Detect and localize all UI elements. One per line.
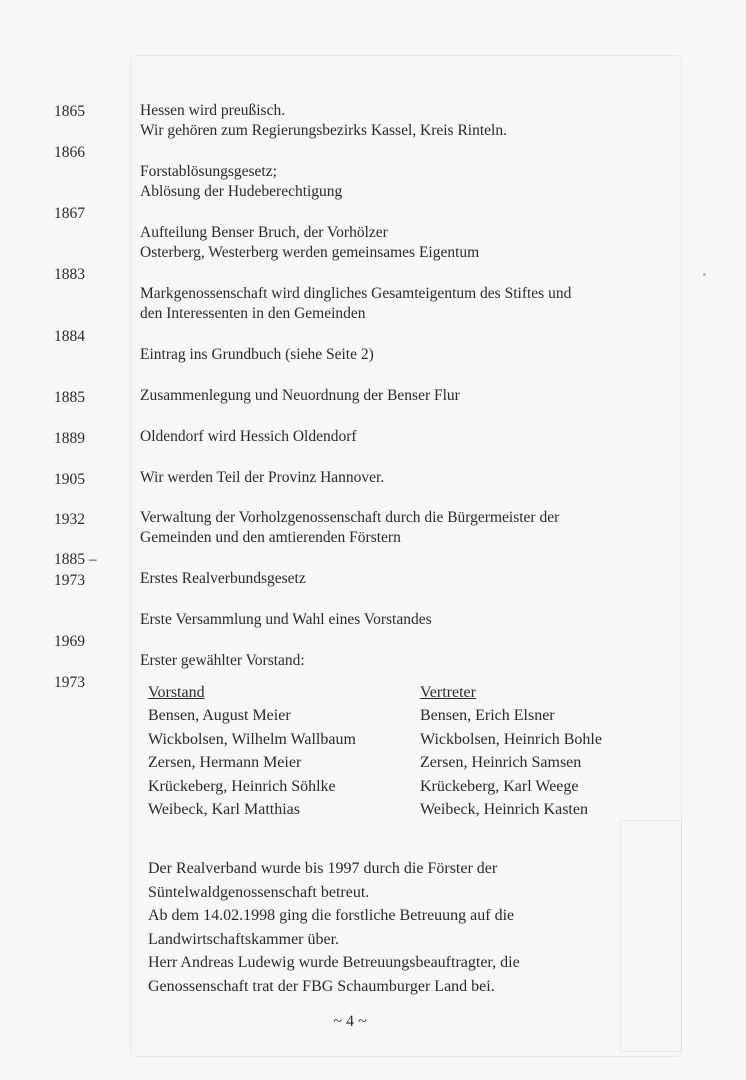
vorstand-member: Bensen, August Meier [148,707,291,724]
vertreter-member: Zersen, Heinrich Samsen [420,754,582,771]
vertreter-member: Bensen, Erich Elsner [420,707,555,724]
entry-1867-line-1: Aufteilung Benser Bruch, der Vorhölzer [140,224,388,241]
closing-line: Süntelwaldgenossenschaft betreut. [148,884,370,901]
entry-1867-line-2: Osterberg, Westerberg werden gemeinsames Eigentum [140,244,480,261]
year-1973: 1973 [54,572,85,589]
year-1885: 1885 [54,389,85,406]
year-1883: 1883 [54,266,85,283]
year-1969: 1969 [54,633,85,650]
closing-line: Ab dem 14.02.1998 ging die forstliche Betreuung auf die [148,907,515,924]
entry-1883-line-1: Markgenossenschaft wird dingliches Gesamteigentum des Stiftes und [140,285,572,302]
entry-1884-line-1: Eintrag ins Grundbuch (siehe Seite 2) [140,346,374,363]
vertreter-member: Wickbolsen, Heinrich Bohle [420,731,602,748]
entry-1932-line-2: Gemeinden und den amtierenden Förstern [140,529,401,546]
year-1889: 1889 [54,430,85,447]
entry-1865-line-1: Hessen wird preußisch. [140,102,286,119]
entry-1905-line-1: Wir werden Teil der Provinz Hannover. [140,469,385,486]
year-1973-board: 1973 [54,674,85,691]
vertreter-member: Krückeberg, Karl Weege [420,778,579,795]
year-1867: 1867 [54,205,85,222]
vorstand-member: Krückeberg, Heinrich Söhlke [148,778,336,795]
vorstand-member: Zersen, Hermann Meier [148,754,302,771]
entry-first-board: Erster gewählter Vorstand: [140,652,305,669]
entry-first-assembly: Erste Versammlung und Wahl eines Vorstandes [140,611,432,628]
entry-1889-line-1: Oldendorf wird Hessich Oldendorf [140,428,357,445]
vorstand-member: Wickbolsen, Wilhelm Wallbaum [148,731,356,748]
entry-1932-line-1: Verwaltung der Vorholzgenossenschaft durch die Bürgermeister der [140,509,560,526]
entry-1866-line-2: Ablösung der Hudeberechtigung [140,183,343,200]
entry-1866-line-1: Forstablösungsgesetz; [140,163,277,180]
year-1884: 1884 [54,328,85,345]
entry-1885-line-1: Zusammenlegung und Neuordnung der Benser Flur [140,387,460,404]
year-1865: 1865 [54,103,85,120]
closing-line: Der Realverband wurde bis 1997 durch die Förster der [148,860,498,877]
vorstand-header: Vorstand [148,684,205,701]
vertreter-header: Vertreter [420,684,476,701]
vorstand-member: Weibeck, Karl Matthias [148,801,300,818]
year-1905: 1905 [54,471,85,488]
entry-1973-line-1: Erstes Realverbundsgesetz [140,570,306,587]
speck [703,273,706,276]
entry-1883-line-2: den Interessenten in den Gemeinden [140,305,366,322]
year-1885-range: 1885 – [54,551,97,568]
closing-line: Herr Andreas Ludewig wurde Betreuungsbeauftragter, die [148,954,520,971]
entry-1865-line-2: Wir gehören zum Regierungsbezirks Kassel, Kreis Rinteln. [140,122,507,139]
year-1932: 1932 [54,511,85,528]
vertreter-member: Weibeck, Heinrich Kasten [420,801,588,818]
closing-line: Landwirtschaftskammer über. [148,931,340,948]
page-number: ~ 4 ~ [333,1013,367,1030]
year-1866: 1866 [54,144,85,161]
closing-line: Genossenschaft trat der FBG Schaumburger Land bei. [148,978,495,995]
